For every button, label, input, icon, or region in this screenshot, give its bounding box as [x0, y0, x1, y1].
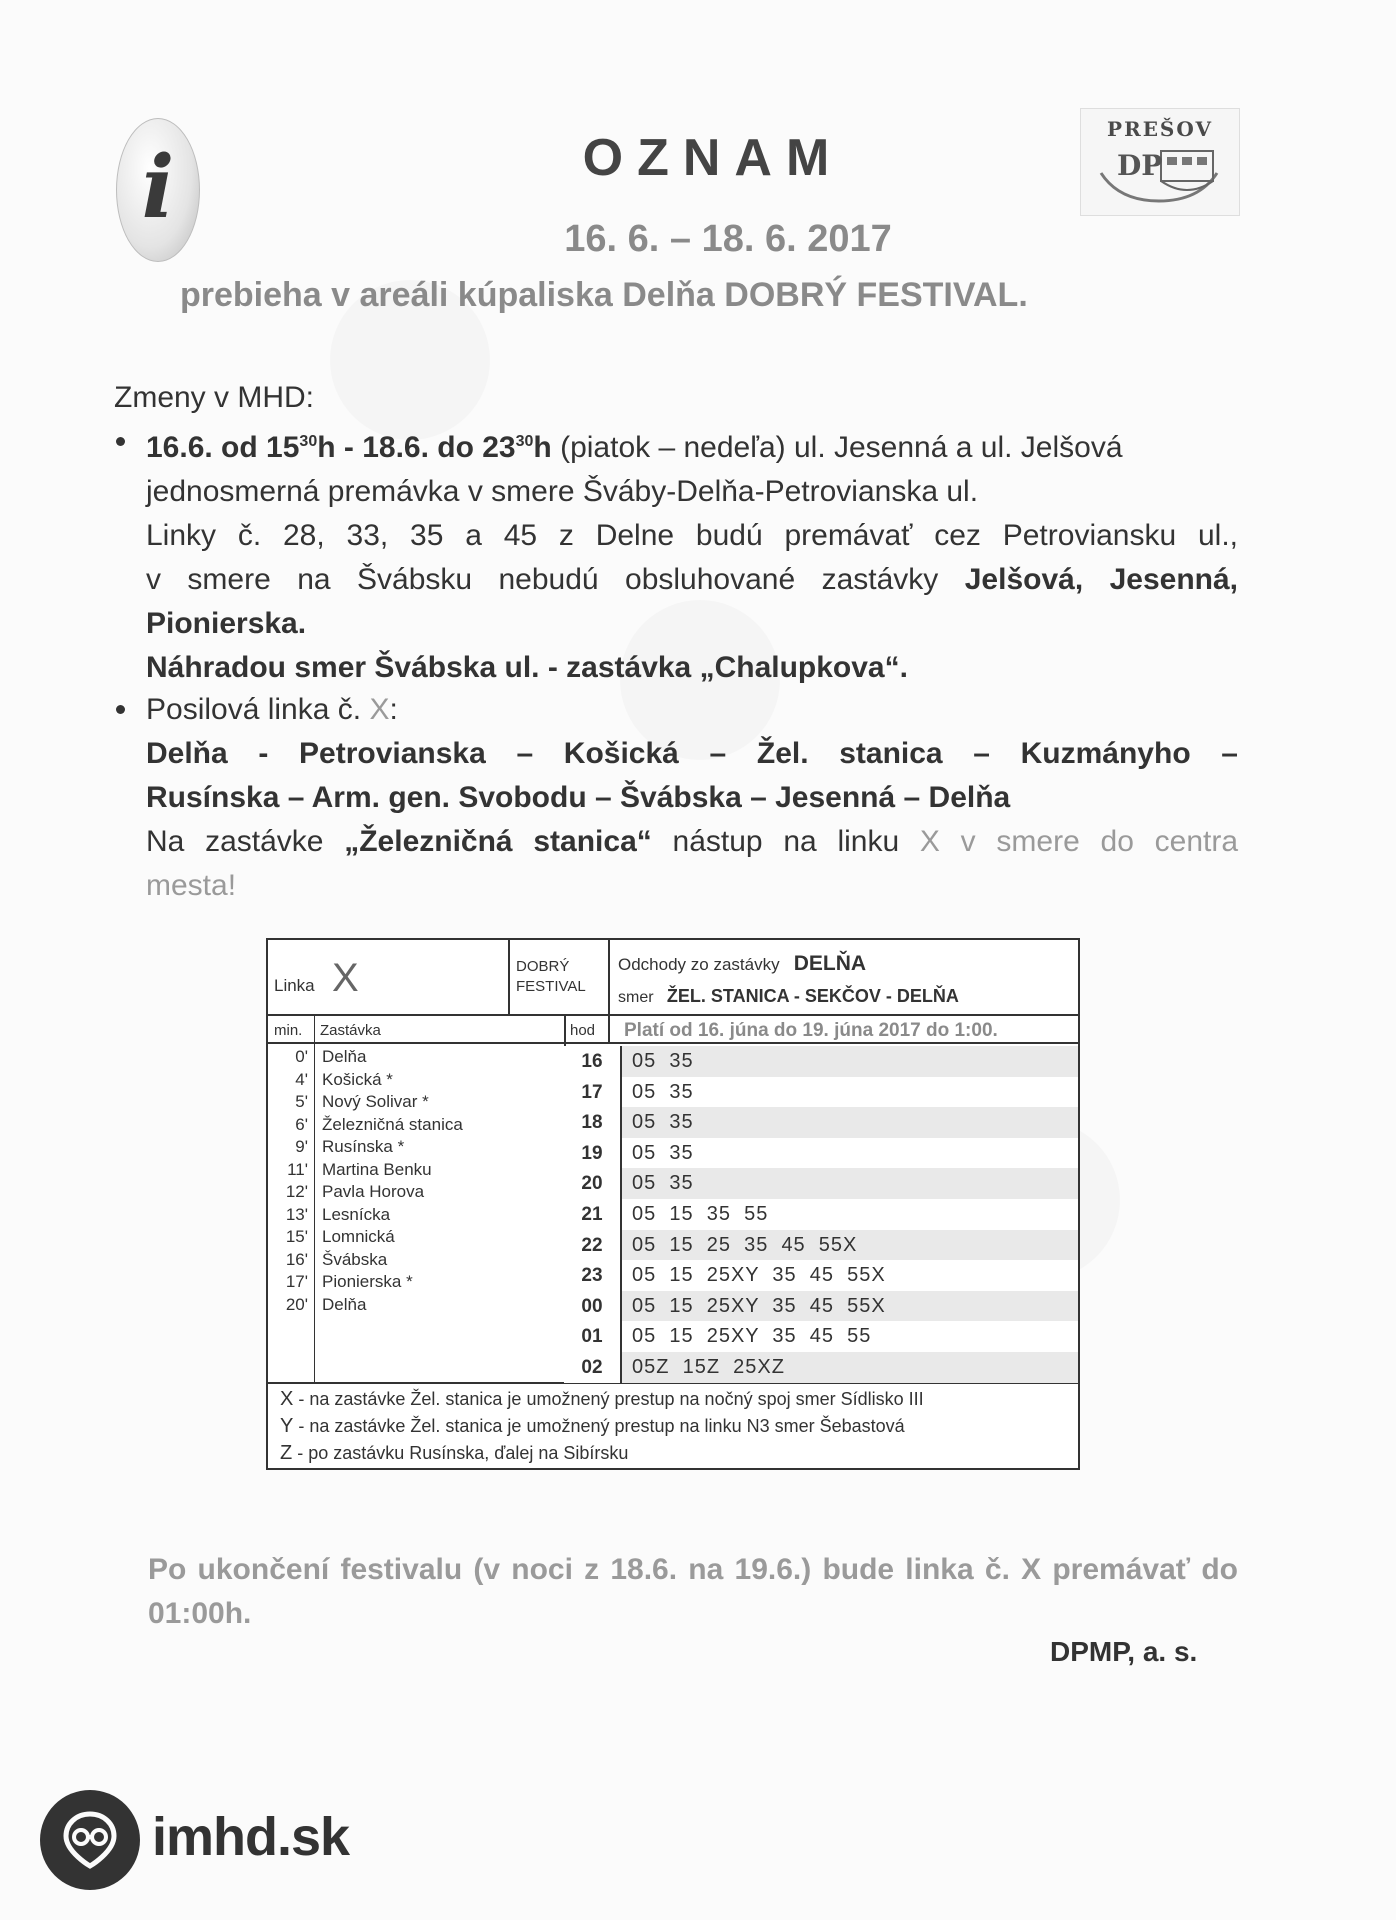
- hour-row: [564, 1107, 1078, 1138]
- stop-minute: 6': [295, 1114, 308, 1134]
- festival-label: FESTIVAL: [516, 978, 586, 995]
- timetable-note: [280, 1442, 628, 1465]
- event-subtitle: prebieha v areáli kúpaliska Delňa DOBRÝ FESTIVAL.: [180, 276, 1028, 314]
- timetable-note: [280, 1388, 924, 1411]
- hour-row: [564, 1046, 1078, 1077]
- stop-name: Pavla Horova: [322, 1182, 425, 1201]
- stop-name: Nový Solivar *: [322, 1092, 429, 1111]
- intro-text: Zmeny v MHD:: [114, 381, 315, 414]
- dobry-label: DOBRÝ: [516, 958, 570, 975]
- departure-minutes: 05 35: [632, 1172, 694, 1195]
- departure-minutes: 05 35: [632, 1050, 694, 1072]
- change-1-line-3: Linky č. 28, 33, 35 a 45 z Delne budú premávať cez Petroviansku ul.,: [146, 519, 1238, 552]
- bullet: [116, 437, 125, 446]
- departure-minutes: 05 15 25 35 45 55X: [632, 1233, 858, 1256]
- logo-dp: DP: [1117, 149, 1163, 182]
- stop-name: Delňa: [322, 1047, 367, 1066]
- change-1-line-1: 16.6. od $15^{30}h - 18.6$. do $23^{30}h$ (piatok – nedeľa) ul. Jesenná a ul. Jelšová: [146, 431, 1123, 464]
- stop-minute: 5': [295, 1092, 308, 1111]
- stop-name: Martina Benku: [322, 1159, 432, 1179]
- stop-name: Rusínska *: [322, 1137, 405, 1156]
- glasses-icon: [40, 1790, 140, 1890]
- change-1-line-5: Pionierska.: [146, 607, 307, 640]
- stop-minute: 20': [285, 1294, 308, 1314]
- departure-minutes: 05 15 25XY 35 45 55X: [632, 1264, 886, 1287]
- logo-city: PREŠOV: [1107, 117, 1213, 141]
- stop-minute: 9': [295, 1137, 308, 1156]
- change-1-line-4: v smere na Švábsku nebudú obsluhované zastávky Jelšová, Jesenná,: [146, 563, 1238, 596]
- departure-minutes: 05 35: [632, 1111, 694, 1134]
- timetable-note: [280, 1415, 905, 1438]
- departures-label: Odchody zo zastávky DELŇA: [618, 952, 867, 975]
- hour-list: [564, 1046, 1078, 1382]
- note-text: - na zastávke Žel. stanica je umožnený prestup na linku N3 smer Šebastová: [293, 1416, 905, 1436]
- direction: smer ŽEL. STANICA - SEKČOV - DELŇA: [618, 986, 959, 1006]
- hour-row: [564, 1230, 1078, 1261]
- hour-value: 19: [564, 1138, 622, 1169]
- hour-row: [564, 1291, 1078, 1322]
- route-line-1: Delňa - Petrovianska – Košická – Žel. stanica – Kuzmányho –: [146, 737, 1238, 770]
- hour-value: 00: [564, 1291, 622, 1322]
- change-1-line-2: jednosmerná premávka v smere Šváby-Delňa-Petrovianska ul.: [146, 475, 979, 508]
- hour-value: 02: [564, 1352, 622, 1383]
- timetable: [266, 938, 1080, 1470]
- hour-row: [564, 1199, 1078, 1230]
- hour-value: 18: [564, 1107, 622, 1138]
- note-key: X: [280, 1388, 294, 1410]
- validity: Platí od 16. júna do 19. júna 2017 do 1:00.: [624, 1020, 998, 1041]
- boarding-note-end: mesta!: [146, 869, 237, 902]
- col-hour: hod: [570, 1022, 596, 1039]
- stop-name: Lomnická: [322, 1227, 395, 1246]
- hour-row: [564, 1138, 1078, 1169]
- stop-minute: 13': [285, 1204, 308, 1224]
- linka-label: Linka: [274, 976, 315, 995]
- hour-row: [564, 1352, 1078, 1383]
- departure-minutes: 05Z 15Z 25XZ: [632, 1356, 785, 1378]
- stop-name: Lesnícka: [322, 1204, 391, 1224]
- route-line-2: Rusínska – Arm. gen. Svobodu – Švábska – Jesenná – Delňa: [146, 781, 1011, 814]
- stop-name: Švábska: [322, 1249, 388, 1269]
- change-1-line-6: Náhradou smer Švábska ul. - zastávka „Chalupkova“.: [146, 651, 908, 684]
- note-key: Z: [280, 1442, 293, 1464]
- change-2-line-1: Posilová linka č. X:: [146, 693, 398, 726]
- hour-row: [564, 1077, 1078, 1108]
- boarding-note: Na zastávke „Železničná stanica“ nástup na linku X v smere do centra: [146, 825, 1239, 858]
- stop-minute: 17': [285, 1272, 308, 1291]
- stop-name: Železničná stanica: [322, 1114, 463, 1134]
- stop-minute: 16': [285, 1249, 308, 1269]
- col-stop: Zastávka: [320, 1022, 381, 1039]
- note-text: - na zastávke Žel. stanica je umožnený prestup na nočný spoj smer Sídlisko III: [293, 1389, 924, 1409]
- stop-minute: 11': [287, 1159, 308, 1179]
- linka-value: X: [332, 956, 359, 1000]
- hour-value: 21: [564, 1199, 622, 1230]
- stop-name: Košická *: [322, 1069, 393, 1089]
- hour-row: [564, 1260, 1078, 1291]
- hour-value: 20: [564, 1168, 622, 1199]
- page-title: OZNAM: [582, 129, 844, 187]
- stop-minute: 15': [285, 1227, 308, 1246]
- hour-value: 16: [564, 1046, 622, 1077]
- hour-value: 01: [564, 1321, 622, 1352]
- info-icon: i: [116, 118, 200, 262]
- note-text: - po zastávku Rusínska, ďalej na Sibírsku: [292, 1443, 629, 1463]
- departure-minutes: 05 15 35 55: [632, 1203, 769, 1225]
- hour-value: 23: [564, 1260, 622, 1291]
- change-2: [146, 688, 1238, 908]
- stop-name: Pionierska *: [322, 1272, 413, 1291]
- signature: DPMP, a. s.: [1050, 1636, 1198, 1667]
- closing-note: Po ukončení festivalu (v noci z 18.6. na 19.6.) bude linka č. X premávať do 01:00h.: [148, 1553, 1238, 1630]
- hour-value: 22: [564, 1230, 622, 1261]
- stop-minute: 0': [295, 1047, 308, 1066]
- stop-name: Delňa: [322, 1294, 367, 1314]
- hour-row: [564, 1321, 1078, 1352]
- hour-row: [564, 1168, 1078, 1199]
- departure-minutes: 05 35: [632, 1141, 694, 1164]
- dp-presov-logo: [1080, 108, 1240, 216]
- departure-minutes: 05 15 25XY 35 45 55X: [632, 1294, 886, 1317]
- note-key: Y: [280, 1415, 294, 1437]
- bullet: [116, 705, 125, 714]
- stop-minute: 4': [295, 1069, 308, 1089]
- stop-minute: 12': [285, 1182, 308, 1201]
- event-dates: 16. 6. – 18. 6. 2017: [564, 218, 892, 260]
- departure-minutes: 05 15 25XY 35 45 55: [632, 1325, 872, 1348]
- departure-minutes: 05 35: [632, 1080, 694, 1103]
- change-1: [146, 420, 1238, 690]
- col-min: min.: [274, 1022, 303, 1039]
- hour-value: 17: [564, 1077, 622, 1108]
- brand-name: imhd.sk: [152, 1807, 350, 1867]
